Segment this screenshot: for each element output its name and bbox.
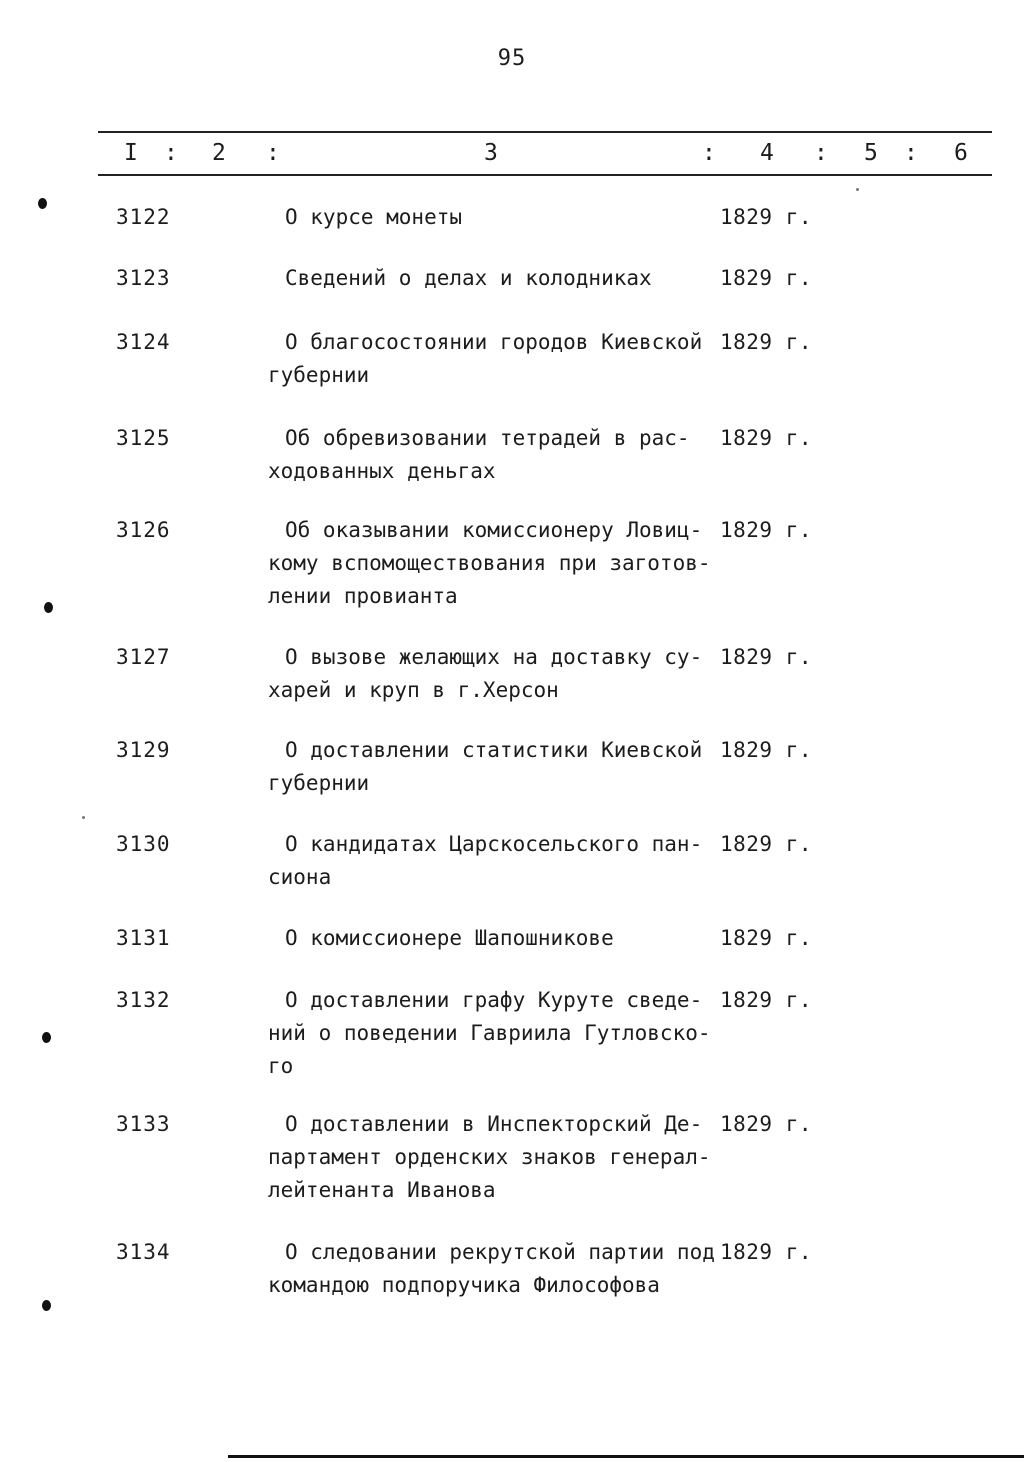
column-header-6: 6	[954, 140, 968, 166]
column-header-2: 2	[212, 140, 226, 166]
file-title-line: Об обревизовании тетрадей в рас-	[285, 426, 690, 450]
page-bottom-rule	[228, 1455, 1024, 1458]
file-number: 3122	[116, 205, 171, 229]
file-title-line: Сведений о делах и колодниках	[285, 266, 652, 290]
file-title-line: О кандидатах Царскосельского пан-	[285, 832, 703, 856]
punch-hole-mark	[44, 602, 53, 613]
file-title	[268, 1236, 718, 1302]
file-title-line: О комиссионере Шапошникове	[285, 926, 614, 950]
file-title-line: харей и круп в г.Херсон	[268, 678, 559, 702]
file-title-line: партамент орденских знаков генерал-	[268, 1145, 711, 1169]
column-header-row	[0, 140, 1024, 168]
file-number: 3123	[116, 266, 171, 290]
file-title-line: Об оказывании комиссионеру Ловиц-	[285, 518, 703, 542]
file-title-line: го	[268, 1054, 294, 1078]
file-number: 3134	[116, 1240, 171, 1264]
file-title-line: губернии	[268, 771, 370, 795]
punch-hole-mark	[42, 1032, 51, 1043]
file-title-line: О следовании рекрутской партии под	[285, 1240, 715, 1264]
file-number: 3129	[116, 738, 171, 762]
file-number: 3132	[116, 988, 171, 1012]
file-title	[268, 201, 718, 234]
file-title-line: О курсе монеты	[285, 205, 463, 229]
file-number: 3126	[116, 518, 171, 542]
punch-hole-mark	[42, 1300, 51, 1311]
file-title-line: О вызове желающих на доставку су-	[285, 645, 703, 669]
file-year: 1829 г.	[720, 832, 813, 856]
file-year: 1829 г.	[720, 988, 813, 1012]
column-header-4: 4	[760, 140, 774, 166]
file-title-line: О доставлении графу Куруте сведе-	[285, 988, 703, 1012]
column-separator: :	[702, 140, 716, 166]
file-year: 1829 г.	[720, 738, 813, 762]
column-separator: :	[164, 140, 178, 166]
file-year: 1829 г.	[720, 1112, 813, 1136]
column-separator: :	[266, 140, 280, 166]
file-title-line: кому вспомоществования при заготов-	[268, 551, 711, 575]
column-header-3: 3	[484, 140, 498, 166]
file-title-line: О доставлении в Инспекторский Де-	[285, 1112, 703, 1136]
file-number: 3131	[116, 926, 171, 950]
file-year: 1829 г.	[720, 426, 813, 450]
file-number: 3127	[116, 645, 171, 669]
file-title	[268, 828, 718, 894]
column-header-5: 5	[864, 140, 878, 166]
page-number: 95	[497, 46, 527, 71]
file-title-line: сиона	[268, 865, 332, 889]
file-number: 3125	[116, 426, 171, 450]
file-number: 3130	[116, 832, 171, 856]
file-number: 3124	[116, 330, 171, 354]
file-year: 1829 г.	[720, 1240, 813, 1264]
file-year: 1829 г.	[720, 266, 813, 290]
file-title-line: лейтенанта Иванова	[268, 1178, 496, 1202]
file-title	[268, 984, 718, 1083]
header-top-rule	[98, 131, 992, 133]
file-title	[268, 1108, 718, 1207]
file-title	[268, 262, 718, 295]
column-separator: :	[814, 140, 828, 166]
file-title-line: командою подпоручика Философова	[268, 1273, 660, 1297]
file-title-line: ний о поведении Гавриила Гутловско-	[268, 1021, 711, 1045]
file-title-line: О благосостоянии городов Киевской	[285, 330, 703, 354]
header-bottom-rule	[98, 174, 992, 176]
file-number: 3133	[116, 1112, 171, 1136]
scan-speck	[82, 816, 85, 819]
file-title	[268, 734, 718, 800]
file-title-line: О доставлении статистики Киевской	[285, 738, 703, 762]
file-title	[268, 514, 718, 613]
file-title	[268, 326, 718, 392]
column-separator: :	[904, 140, 918, 166]
file-year: 1829 г.	[720, 645, 813, 669]
file-title	[268, 922, 718, 955]
scan-speck	[856, 188, 859, 191]
file-title-line: ходованных деньгах	[268, 459, 496, 483]
file-year: 1829 г.	[720, 518, 813, 542]
file-title	[268, 422, 718, 488]
file-year: 1829 г.	[720, 926, 813, 950]
punch-hole-mark	[38, 198, 47, 209]
file-year: 1829 г.	[720, 205, 813, 229]
file-title	[268, 641, 718, 707]
column-header-1: I	[124, 140, 138, 166]
file-year: 1829 г.	[720, 330, 813, 354]
file-title-line: лении провианта	[268, 584, 458, 608]
file-title-line: губернии	[268, 363, 370, 387]
